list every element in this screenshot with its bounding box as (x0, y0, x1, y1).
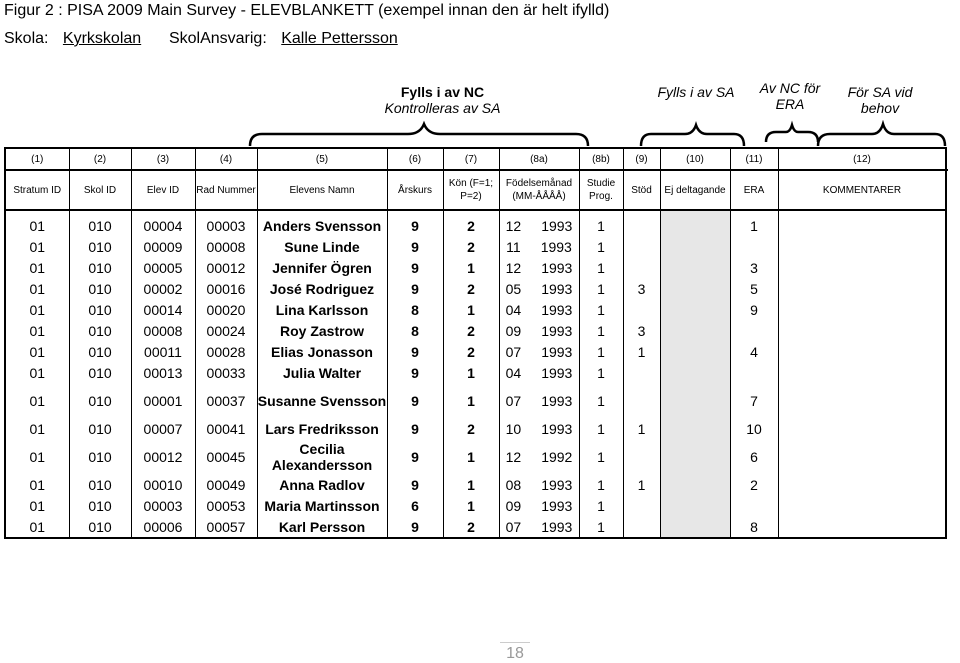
cell-rownum: 00049 (195, 474, 257, 495)
cell-birth-month: 11 (506, 238, 521, 255)
column-number: (3) (131, 148, 195, 170)
cell-birth-year: 1993 (541, 518, 573, 535)
cell-grade: 9 (387, 418, 443, 439)
column-number-row (5, 148, 946, 170)
cell-stratum: 01 (5, 210, 69, 236)
column-number: (5) (257, 148, 387, 170)
group-nc-era-label: Av NC för ERA (759, 80, 821, 112)
cell-birth-year: 1993 (541, 343, 573, 360)
column-number: (7) (443, 148, 499, 170)
cell-student: 00006 (131, 516, 195, 538)
column-header: Stöd (623, 170, 660, 210)
cell-name: Susanne Svensson (257, 383, 387, 418)
cell-rownum: 00037 (195, 383, 257, 418)
cell-birth-month: 07 (505, 518, 522, 535)
cell-birth-month: 04 (505, 301, 522, 318)
cell-birth (499, 341, 579, 362)
cell-birth (499, 439, 579, 474)
cell-era (730, 236, 778, 257)
cell-stod (623, 495, 660, 516)
cell-prog: 1 (579, 418, 623, 439)
cell-grade: 9 (387, 439, 443, 474)
cell-school: 010 (69, 210, 131, 236)
cell-birth-month: 07 (505, 343, 522, 360)
cell-ej (660, 439, 730, 474)
cell-rownum: 00008 (195, 236, 257, 257)
cell-birth-year: 1993 (540, 238, 572, 255)
column-number: (10) (660, 148, 730, 170)
cell-student: 00011 (131, 341, 195, 362)
cell-stratum: 01 (5, 439, 69, 474)
brace-need (818, 124, 945, 146)
cell-grade: 9 (387, 278, 443, 299)
cell-birth (499, 516, 579, 538)
cell-school: 010 (69, 236, 131, 257)
cell-sex: 1 (443, 474, 499, 495)
cell-era: 5 (730, 278, 778, 299)
cell-school: 010 (69, 362, 131, 383)
cell-prog: 1 (579, 495, 623, 516)
group-nc-fill-label: Fylls i av NC (400, 84, 485, 100)
cell-rownum: 00024 (195, 320, 257, 341)
table-row (5, 299, 946, 320)
column-header: Ej deltagande (660, 170, 730, 210)
cell-birth-year: 1992 (541, 448, 573, 465)
cell-birth-month: 09 (505, 322, 522, 339)
cell-grade: 9 (387, 257, 443, 278)
cell-sex: 2 (443, 341, 499, 362)
cell-prog: 1 (579, 210, 623, 236)
cell-grade: 9 (387, 383, 443, 418)
responsible-label: SkolAnsvarig: (168, 30, 267, 47)
column-number: (11) (730, 148, 778, 170)
cell-birth (499, 210, 579, 236)
cell-stod (623, 362, 660, 383)
cell-school: 010 (69, 341, 131, 362)
table-row (5, 257, 946, 278)
cell-birth (499, 495, 579, 516)
column-number: (8b) (579, 148, 623, 170)
cell-ej (660, 236, 730, 257)
cell-birth-month: 12 (505, 448, 522, 465)
brace-sa (641, 125, 744, 146)
cell-era: 8 (730, 516, 778, 538)
table-row (5, 362, 946, 383)
cell-sex: 2 (443, 516, 499, 538)
cell-birth-month: 12 (505, 259, 522, 276)
cell-stod: 3 (623, 320, 660, 341)
cell-student: 00001 (131, 383, 195, 418)
cell-student: 00013 (131, 362, 195, 383)
cell-prog: 1 (579, 278, 623, 299)
cell-student: 00005 (131, 257, 195, 278)
cell-stratum: 01 (5, 362, 69, 383)
brace-nc (250, 124, 588, 146)
cell-prog: 1 (579, 516, 623, 538)
column-number: (6) (387, 148, 443, 170)
cell-birth-month: 09 (505, 497, 522, 514)
group-sa-fill (656, 84, 736, 100)
cell-birth (499, 418, 579, 439)
column-number: (2) (69, 148, 131, 170)
cell-stod: 1 (623, 418, 660, 439)
cell-comment (778, 439, 946, 474)
cell-birth-year: 1993 (541, 280, 573, 297)
cell-comment (778, 474, 946, 495)
cell-school: 010 (69, 278, 131, 299)
cell-stratum: 01 (5, 474, 69, 495)
cell-name: Elias Jonasson (257, 341, 387, 362)
cell-stod (623, 257, 660, 278)
cell-ej (660, 516, 730, 538)
cell-sex: 2 (443, 210, 499, 236)
cell-stratum: 01 (5, 341, 69, 362)
cell-ej (660, 257, 730, 278)
cell-ej (660, 495, 730, 516)
cell-name: Sune Linde (257, 236, 387, 257)
cell-comment (778, 257, 946, 278)
cell-birth-year: 1993 (541, 476, 573, 493)
cell-rownum: 00020 (195, 299, 257, 320)
cell-name: Lina Karlsson (257, 299, 387, 320)
cell-ej (660, 210, 730, 236)
column-header: Elevens Namn (257, 170, 387, 210)
cell-ej (660, 320, 730, 341)
cell-prog: 1 (579, 439, 623, 474)
cell-birth-year: 1993 (541, 392, 573, 409)
cell-comment (778, 320, 946, 341)
cell-name: José Rodriguez (257, 278, 387, 299)
cell-ej (660, 278, 730, 299)
cell-grade: 9 (387, 341, 443, 362)
cell-birth-year: 1993 (541, 217, 573, 234)
cell-stod (623, 210, 660, 236)
table-row (5, 278, 946, 299)
column-header: KOMMENTARER (778, 170, 946, 210)
cell-rownum: 00012 (195, 257, 257, 278)
cell-birth-month: 07 (505, 392, 522, 409)
cell-rownum: 00016 (195, 278, 257, 299)
cell-era: 6 (730, 439, 778, 474)
cell-school: 010 (69, 474, 131, 495)
cell-student: 00014 (131, 299, 195, 320)
cell-stod (623, 516, 660, 538)
table-row (5, 341, 946, 362)
cell-stod: 1 (623, 341, 660, 362)
column-header: Elev ID (131, 170, 195, 210)
cell-comment (778, 495, 946, 516)
column-number: (9) (623, 148, 660, 170)
cell-stratum: 01 (5, 299, 69, 320)
cell-birth-month: 12 (505, 217, 522, 234)
cell-birth-month: 08 (505, 476, 522, 493)
cell-name: Anna Radlov (257, 474, 387, 495)
cell-birth-month: 04 (505, 364, 522, 381)
cell-birth (499, 474, 579, 495)
cell-school: 010 (69, 299, 131, 320)
cell-birth (499, 299, 579, 320)
cell-era (730, 320, 778, 341)
cell-sex: 2 (443, 320, 499, 341)
cell-student: 00002 (131, 278, 195, 299)
cell-stod (623, 299, 660, 320)
cell-birth-year: 1993 (541, 420, 573, 437)
cell-birth-month: 10 (505, 420, 522, 437)
cell-sex: 1 (443, 362, 499, 383)
cell-sex: 1 (443, 439, 499, 474)
column-header: Årskurs (387, 170, 443, 210)
cell-grade: 9 (387, 516, 443, 538)
cell-era (730, 495, 778, 516)
cell-birth-month: 05 (505, 280, 522, 297)
cell-name: Karl Persson (257, 516, 387, 538)
cell-comment (778, 341, 946, 362)
cell-prog: 1 (579, 299, 623, 320)
cell-comment (778, 516, 946, 538)
cell-sex: 2 (443, 418, 499, 439)
cell-sex: 2 (443, 236, 499, 257)
cell-birth (499, 257, 579, 278)
group-nc-fill (355, 84, 530, 116)
cell-school: 010 (69, 516, 131, 538)
cell-name: Maria Martinsson (257, 495, 387, 516)
cell-birth-year: 1993 (541, 259, 573, 276)
school-value: Kyrkskolan (62, 30, 142, 47)
cell-school: 010 (69, 320, 131, 341)
cell-era: 1 (730, 210, 778, 236)
cell-sex: 2 (443, 278, 499, 299)
group-sa-fill-label: Fylls i av SA (657, 84, 735, 100)
cell-grade: 9 (387, 236, 443, 257)
cell-ej (660, 299, 730, 320)
cell-stratum: 01 (5, 236, 69, 257)
cell-comment (778, 210, 946, 236)
cell-birth (499, 320, 579, 341)
cell-school: 010 (69, 257, 131, 278)
table-row (5, 418, 946, 439)
table-row (5, 516, 946, 538)
table-row (5, 383, 946, 418)
cell-era: 9 (730, 299, 778, 320)
table-row (5, 210, 946, 236)
cell-grade: 8 (387, 320, 443, 341)
cell-comment (778, 236, 946, 257)
student-table (4, 147, 947, 539)
cell-name: Lars Fredriksson (257, 418, 387, 439)
column-header: ERA (730, 170, 778, 210)
cell-ej (660, 362, 730, 383)
cell-grade: 8 (387, 299, 443, 320)
table-row (5, 495, 946, 516)
cell-prog: 1 (579, 341, 623, 362)
cell-comment (778, 418, 946, 439)
cell-stod (623, 383, 660, 418)
cell-era: 4 (730, 341, 778, 362)
column-header-row (5, 170, 946, 210)
cell-school: 010 (69, 383, 131, 418)
column-header: Skol ID (69, 170, 131, 210)
cell-name: Cecilia Alexandersson (257, 439, 387, 474)
column-header: Rad Nummer (195, 170, 257, 210)
cell-sex: 1 (443, 383, 499, 418)
column-header: Födelsemånad (MM-ÅÅÅÅ) (499, 170, 579, 210)
cell-prog: 1 (579, 257, 623, 278)
cell-student: 00009 (131, 236, 195, 257)
cell-stod (623, 439, 660, 474)
cell-name: Jennifer Ögren (257, 257, 387, 278)
cell-grade: 6 (387, 495, 443, 516)
cell-comment (778, 278, 946, 299)
cell-birth-year: 1993 (541, 301, 573, 318)
cell-rownum: 00053 (195, 495, 257, 516)
cell-sex: 1 (443, 257, 499, 278)
cell-era: 10 (730, 418, 778, 439)
column-number: (1) (5, 148, 69, 170)
cell-stratum: 01 (5, 257, 69, 278)
column-number: (12) (778, 148, 946, 170)
cell-ej (660, 474, 730, 495)
cell-name: Roy Zastrow (257, 320, 387, 341)
cell-student: 00010 (131, 474, 195, 495)
cell-stratum: 01 (5, 418, 69, 439)
cell-prog: 1 (579, 362, 623, 383)
responsible-value: Kalle Pettersson (281, 30, 398, 47)
cell-ej (660, 341, 730, 362)
cell-birth (499, 236, 579, 257)
cell-stratum: 01 (5, 278, 69, 299)
cell-birth (499, 362, 579, 383)
cell-rownum: 00057 (195, 516, 257, 538)
brace-era (766, 125, 818, 142)
cell-stratum: 01 (5, 383, 69, 418)
table-row (5, 439, 946, 474)
school-label: Skola: (4, 30, 49, 47)
cell-stod (623, 236, 660, 257)
cell-rownum: 00033 (195, 362, 257, 383)
group-nc-check-label: Kontrolleras av SA (384, 100, 501, 116)
school-line (4, 30, 408, 48)
cell-stod: 1 (623, 474, 660, 495)
cell-rownum: 00045 (195, 439, 257, 474)
cell-student: 00004 (131, 210, 195, 236)
cell-prog: 1 (579, 383, 623, 418)
cell-birth (499, 383, 579, 418)
group-braces (0, 120, 960, 148)
cell-stratum: 01 (5, 320, 69, 341)
group-sa-need (840, 84, 920, 116)
cell-school: 010 (69, 418, 131, 439)
cell-ej (660, 383, 730, 418)
table-row (5, 320, 946, 341)
column-header: Studie Prog. (579, 170, 623, 210)
page-number: 18 (500, 642, 530, 663)
cell-rownum: 00003 (195, 210, 257, 236)
cell-comment (778, 362, 946, 383)
cell-grade: 9 (387, 474, 443, 495)
cell-school: 010 (69, 495, 131, 516)
cell-name: Anders Svensson (257, 210, 387, 236)
cell-era: 3 (730, 257, 778, 278)
cell-stratum: 01 (5, 516, 69, 538)
group-sa-need-label: För SA vid behov (847, 84, 913, 116)
cell-sex: 1 (443, 299, 499, 320)
cell-ej (660, 418, 730, 439)
cell-student: 00012 (131, 439, 195, 474)
cell-era (730, 362, 778, 383)
cell-birth-year: 1993 (541, 364, 573, 381)
cell-era: 2 (730, 474, 778, 495)
cell-grade: 9 (387, 210, 443, 236)
cell-comment (778, 299, 946, 320)
figure-title: Figur 2 : PISA 2009 Main Survey - ELEVBLANKETT (exempel innan den är helt ifylld) (4, 2, 610, 19)
column-number: (4) (195, 148, 257, 170)
cell-era: 7 (730, 383, 778, 418)
cell-prog: 1 (579, 236, 623, 257)
group-nc-era (750, 80, 830, 112)
cell-rownum: 00041 (195, 418, 257, 439)
cell-prog: 1 (579, 320, 623, 341)
cell-student: 00008 (131, 320, 195, 341)
table-row (5, 474, 946, 495)
cell-prog: 1 (579, 474, 623, 495)
table-row (5, 236, 946, 257)
column-header: Kön (F=1; P=2) (443, 170, 499, 210)
cell-birth-year: 1993 (541, 497, 573, 514)
cell-student: 00007 (131, 418, 195, 439)
column-number: (8a) (499, 148, 579, 170)
cell-student: 00003 (131, 495, 195, 516)
cell-school: 010 (69, 439, 131, 474)
cell-comment (778, 383, 946, 418)
cell-stod: 3 (623, 278, 660, 299)
column-header: Stratum ID (5, 170, 69, 210)
cell-name: Julia Walter (257, 362, 387, 383)
cell-birth-year: 1993 (541, 322, 573, 339)
cell-grade: 9 (387, 362, 443, 383)
cell-stratum: 01 (5, 495, 69, 516)
cell-sex: 1 (443, 495, 499, 516)
cell-rownum: 00028 (195, 341, 257, 362)
cell-birth (499, 278, 579, 299)
